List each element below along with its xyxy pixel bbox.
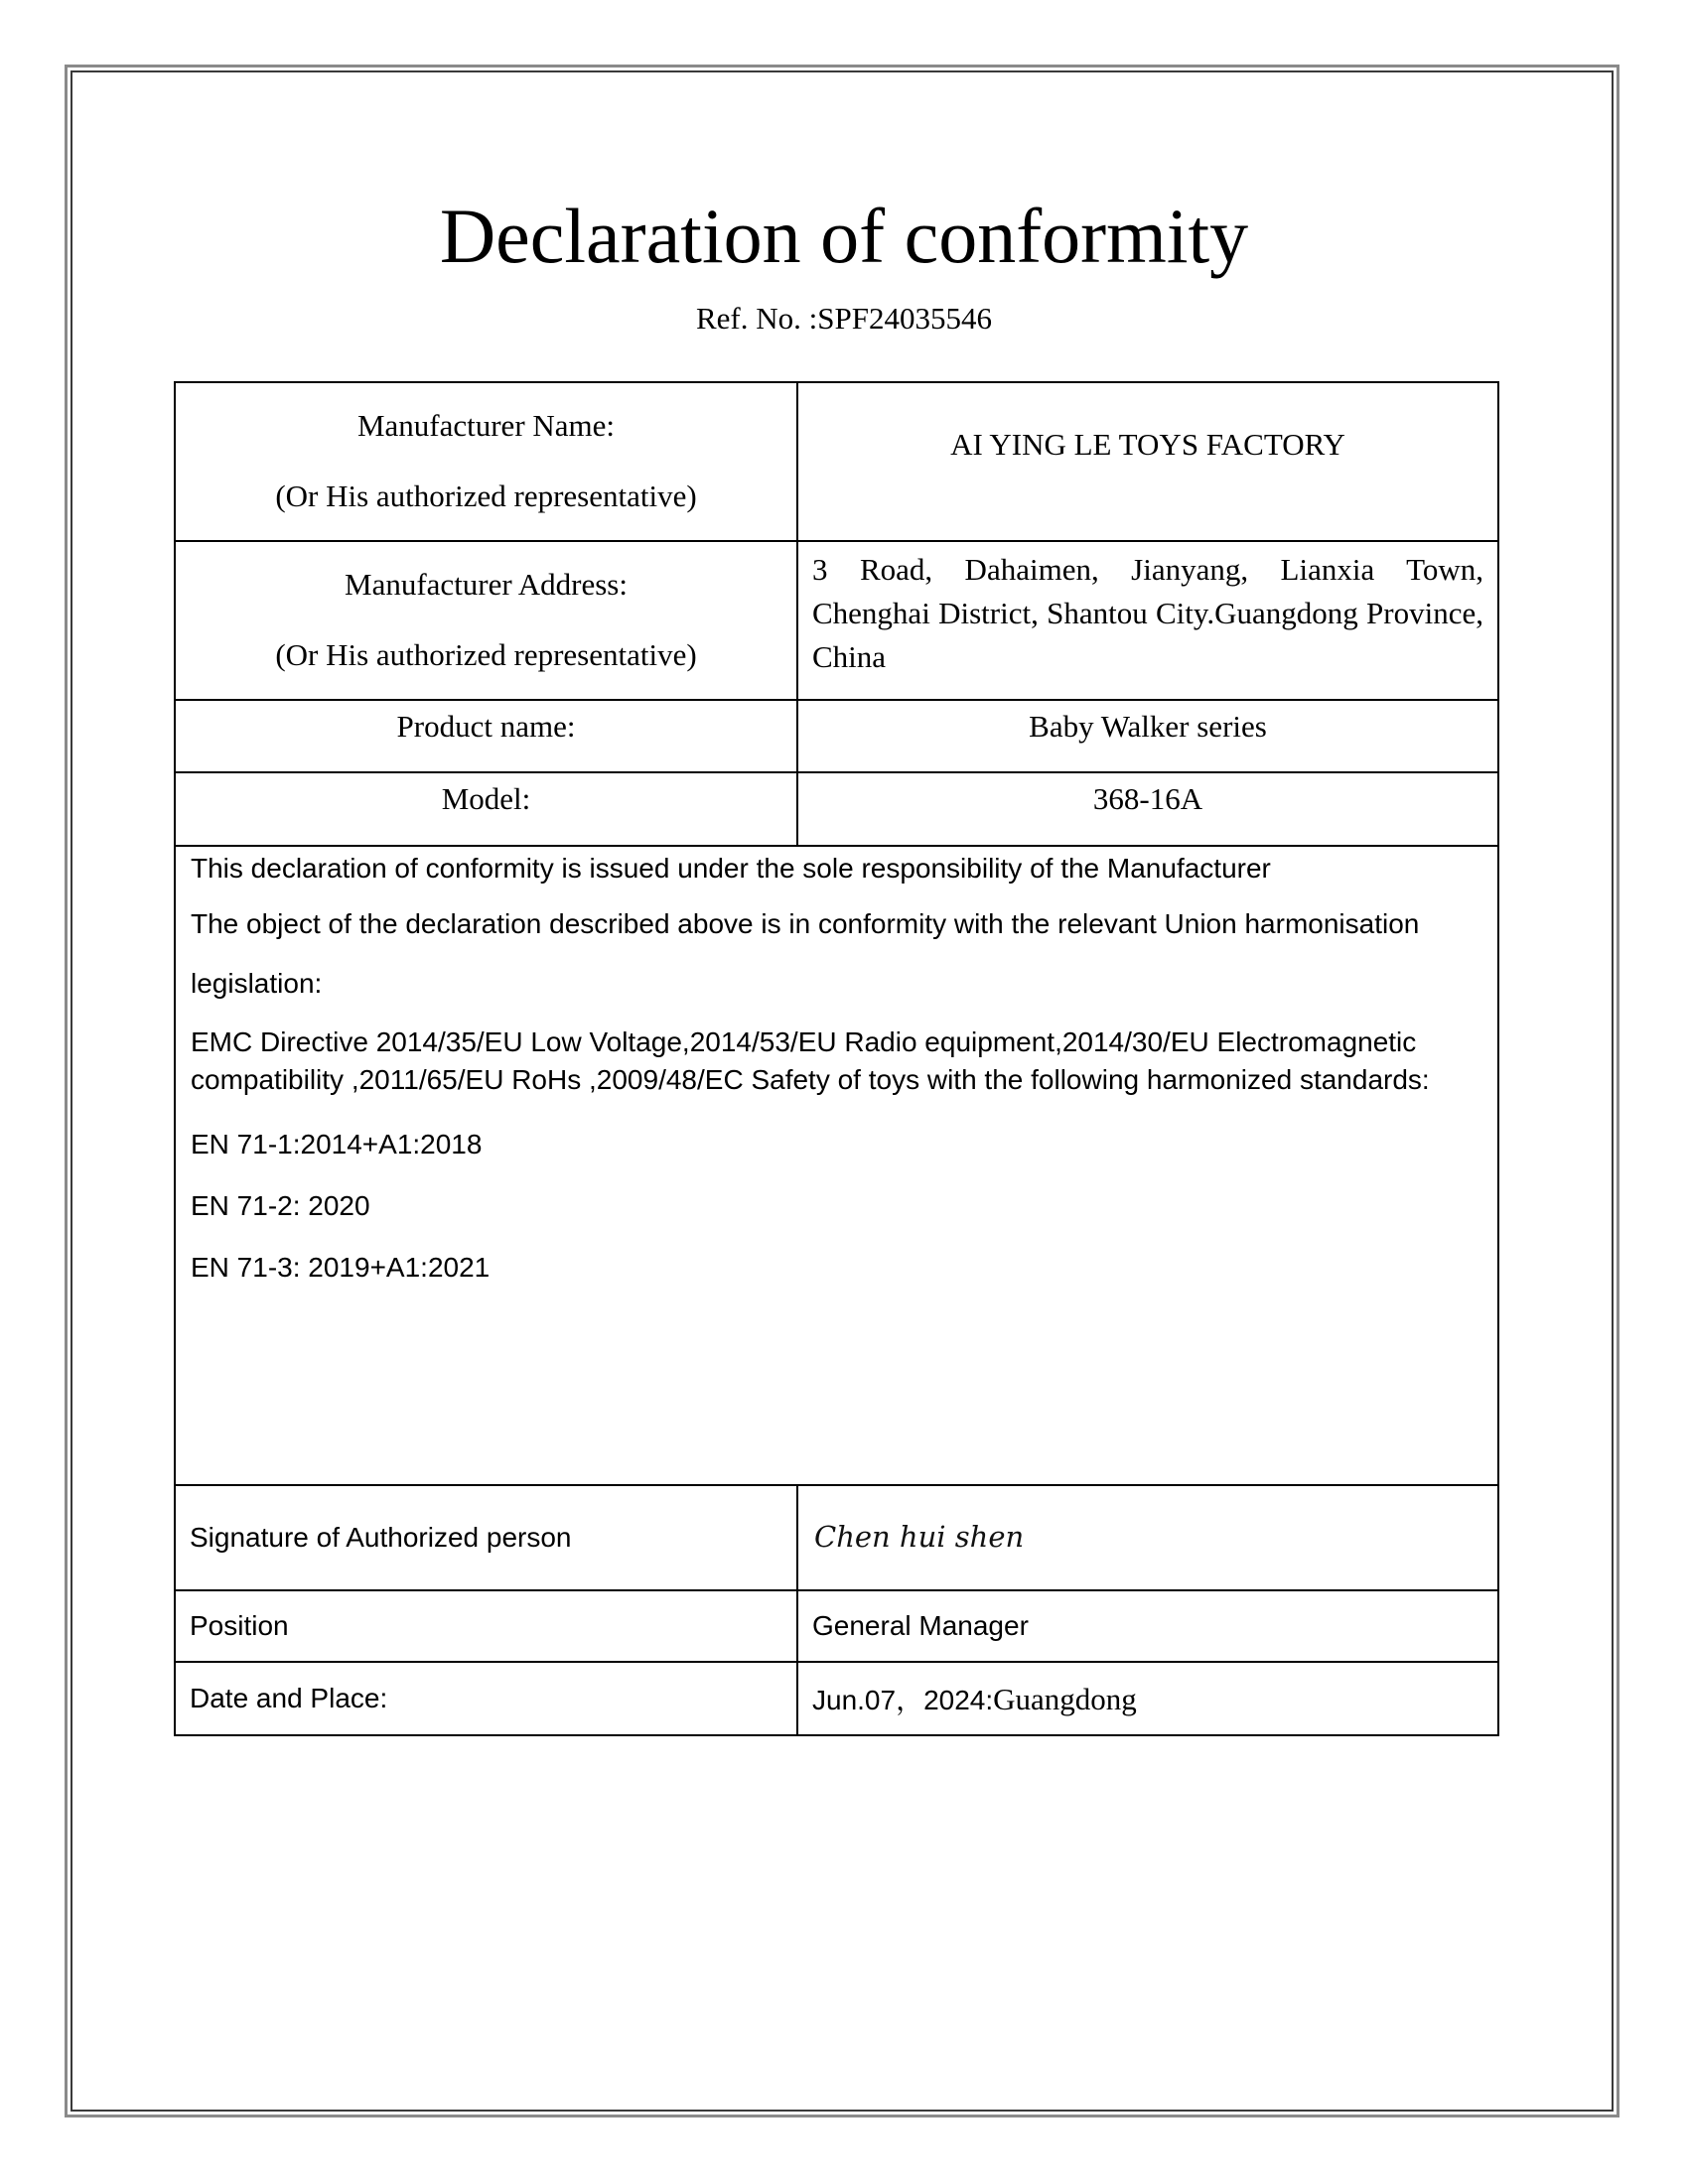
date-value: Jun.07，2024: [812,1685,994,1715]
product-name-label: Product name: [175,700,797,772]
position-row [175,1590,1498,1662]
position-label: Position [175,1590,797,1662]
manufacturer-address-label: Manufacturer Address: [345,567,628,603]
place-value: Guangdong [993,1682,1137,1716]
model-value: 368-16A [797,772,1498,846]
signature-row [175,1485,1498,1590]
manufacturer-name-sublabel: (Or His authorized representative) [275,478,697,513]
manufacturer-address-row [175,541,1498,700]
declaration-line-1: This declaration of conformity is issued under the sole responsibility of the Manufacturer [191,853,1271,884]
declaration-text-cell [175,846,1498,1485]
reference-number: Ref. No. :SPF24035546 [696,301,992,336]
declaration-table [174,381,1499,1736]
signature-text: Chen hui shen [814,1520,1025,1554]
signature-cell [797,1485,1498,1590]
model-row [175,772,1498,846]
manufacturer-address-label-cell [175,541,797,700]
declaration-row [175,846,1498,1485]
date-place-row [175,1662,1498,1735]
standard-item: EN 71-3: 2019+A1:2021 [191,1252,491,1283]
document-title: Declaration of conformity [439,193,1249,279]
standard-item: EN 71-1:2014+A1:2018 [191,1129,483,1160]
product-name-row [175,700,1498,772]
date-place-value-cell [797,1662,1498,1735]
model-label: Model: [175,772,797,846]
manufacturer-address-sublabel: (Or His authorized representative) [275,637,697,672]
directives-text: EMC Directive 2014/35/EU Low Voltage,2014/53/EU Radio equipment,2014/30/EU Electromagnetic compatibility ,2011/65/EU RoHs ,2009/48/EC Safety of toys with the following harmonized standards: [191,1026,1430,1095]
declaration-line-3: legislation: [191,968,323,999]
manufacturer-name-label: Manufacturer Name: [356,408,616,444]
declaration-line-2: The object of the declaration described above is in conformity with the relevant Union harmonisation [191,908,1420,939]
standard-item: EN 71-2: 2020 [191,1190,370,1221]
handwritten-signature [812,1513,1070,1563]
product-name-value: Baby Walker series [797,700,1498,772]
position-value: General Manager [797,1590,1498,1662]
manufacturer-name-label-cell [175,382,797,541]
manufacturer-name-value: AI YING LE TOYS FACTORY [797,382,1498,541]
signature-label: Signature of Authorized person [175,1485,797,1590]
manufacturer-name-row [175,382,1498,541]
date-place-label: Date and Place: [175,1662,797,1735]
manufacturer-address-value: 3 Road, Dahaimen, Jianyang, Lianxia Town, Chenghai District, Shantou City.Guangdong Province, China [797,541,1498,700]
